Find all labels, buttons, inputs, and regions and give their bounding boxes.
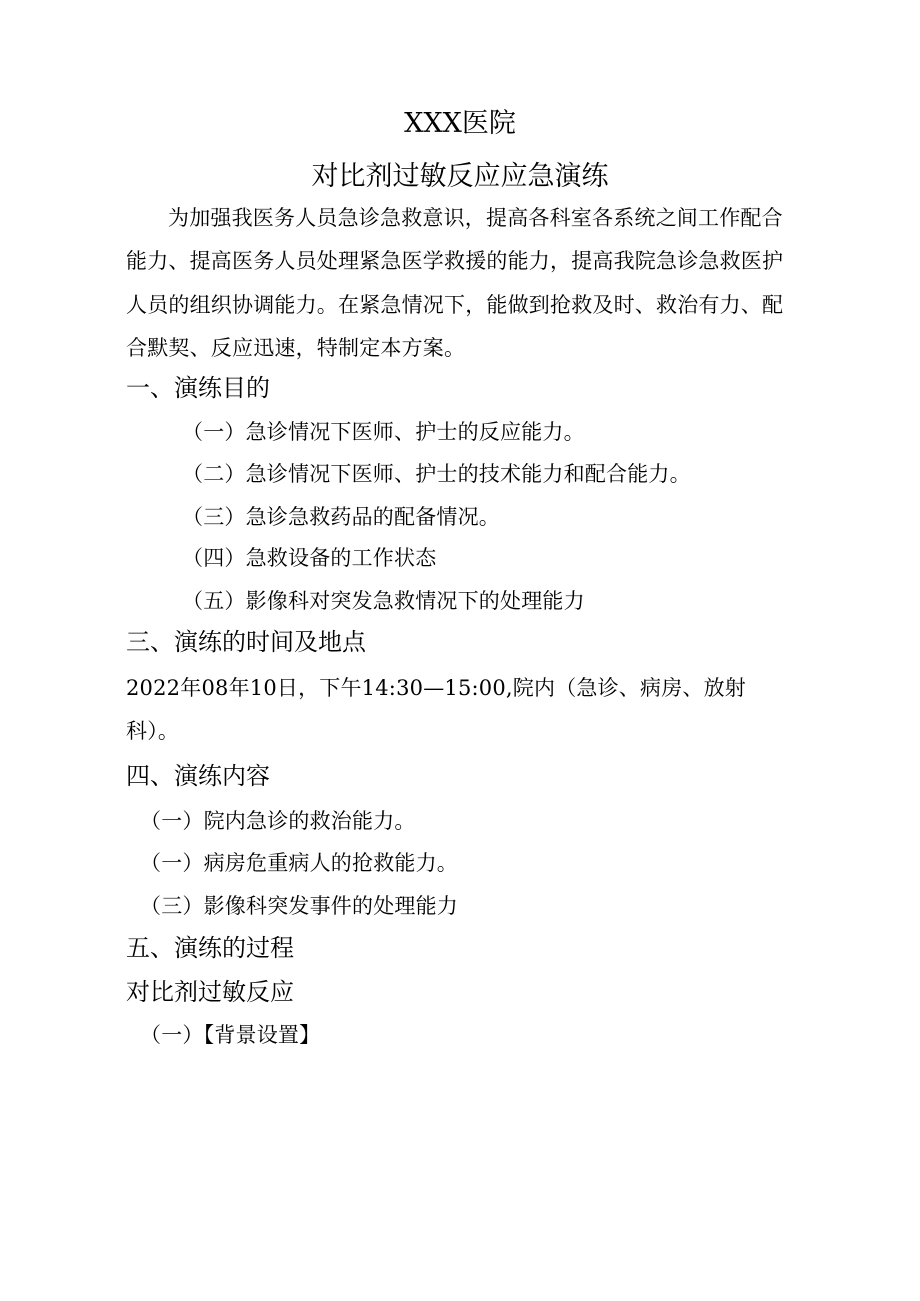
- section3-line-1: 2022年08年10日，下午14:30—15:00,院内（急诊、病房、放射: [126, 676, 746, 700]
- section4-item-3: （三）影像科突发事件的处理能力: [140, 894, 458, 918]
- section1-item-4: （四）急救设备的工作状态: [182, 546, 437, 570]
- intro-line-2: 能力、提高医务人员处理紧急医学救援的能力，提高我院急诊急救医护: [126, 249, 784, 273]
- section1-item-5: （五）影像科对突发急救情况下的处理能力: [182, 589, 585, 613]
- intro-line-1: 为加强我医务人员急诊急救意识，提高各科室各系统之间工作配合: [168, 206, 783, 230]
- section1-heading: 一、演练目的: [126, 374, 270, 402]
- section3-line-2: 科）。: [126, 719, 180, 743]
- section1-item-2: （二）急诊情况下医师、护士的技术能力和配合能力。: [182, 462, 691, 486]
- hospital-title: XXX医院: [404, 108, 516, 139]
- section1-item-3: （三）急诊急救药品的配备情况。: [182, 505, 500, 529]
- section4-item-1: （一）院内急诊的救治能力。: [140, 809, 416, 833]
- section5-item-1: （一）【背景设置】: [140, 1023, 321, 1047]
- section1-item-1: （一）急诊情况下医师、护士的反应能力。: [182, 420, 585, 444]
- drill-title: 对比剂过敏反应应急演练: [311, 161, 609, 192]
- intro-line-3: 人员的组织协调能力。在紧急情况下，能做到抢救及时、救治有力、配: [126, 293, 784, 317]
- section3-heading: 三、演练的时间及地点: [126, 628, 366, 656]
- section5-subheading: 对比剂过敏反应: [126, 978, 294, 1006]
- intro-line-4: 合默契、反应迅速，特制定本方案。: [126, 336, 466, 360]
- section4-heading: 四、演练内容: [126, 762, 270, 790]
- section4-item-2: （一）病房危重病人的抢救能力。: [140, 851, 458, 875]
- section5-heading: 五、演练的过程: [126, 934, 294, 962]
